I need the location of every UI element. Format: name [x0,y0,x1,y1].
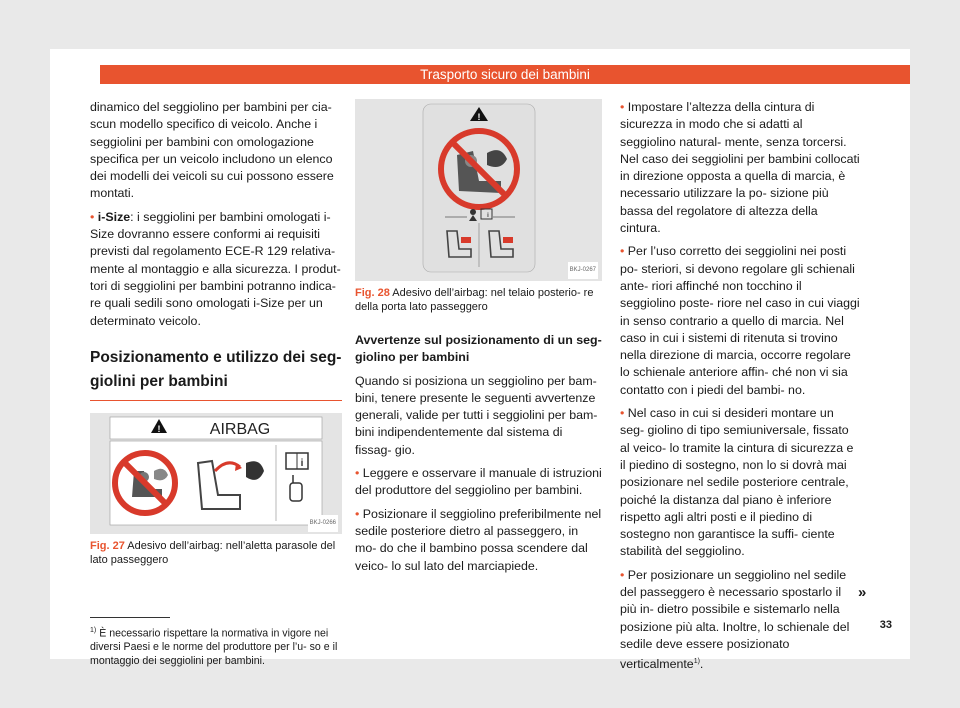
isize-item [90,209,342,330]
bullet-item [620,99,860,237]
bullet-text: Nel caso in cui si desideri montare un seg- giolino di tipo semiuniversale, fissato al veico- lo tramite la cintura di sicurezza e il piedino di sostegno, non lo si dovrà mai posizionare nel sedile posteriore centrale, poiché la distanza dal piano è inferiore rispetto agli altri posti e il piedino di sostegno non garantisce la suffi- ciente stabilità del seggiolino. [620,406,854,559]
bullet-item [355,465,602,500]
page-number: 33 [879,619,892,631]
bullet-text: Posizionare il seggiolino preferibilmente nel sedile posteriore dietro al passeggero, in mo- do che il bambino possa scendere dal veico- lo sul lato del marciapiede. [355,506,602,573]
column-3 [620,99,860,680]
svg-text:i: i [487,213,489,219]
bullet: • [620,406,625,421]
bullet: • [355,466,360,481]
caption-text: Adesivo dell’airbag: nel telaio posterio- re della porta lato passeggero [355,287,594,313]
chapter-header: Trasporto sicuro dei bambini [100,65,910,84]
figure-number: Fig. 28 [355,287,390,299]
footnote-marker: 1) [90,627,97,634]
figure-28 [355,99,602,281]
figure-code: BKJ-0267 [568,262,598,279]
isize-text: : i seggiolini per bambini omologati i- Size dovranno essere conformi ai requisiti previsti dal regolamento ECE-R 129 relativa- mente al montaggio e alla sicurezza. I produt- tori di seggiolini per bambini potranno indica- re quali sedili sono omologati i-Size per un determinato veicolo. [90,209,341,328]
column-1 [90,99,342,567]
section-title: Posizionamento e utilizzo dei seg- giolini per bambini [90,346,342,401]
bullet-text: Per l’uso corretto dei seggiolini nei posti po- steriori, si devono regolare gli schienali ante- riori affinché non tocchino il seggiolino poste- riore nel caso in cui viaggi in senso contrario a quello di marcia. Nel caso in cui i sistemi di ritenuta si trovino nella direzione di marcia, occorre regolare lo schienale anteriore affin- ché non vi sia contatto con i piedi del bambi- no. [620,244,860,397]
continue-mark: » [858,584,867,601]
bullet: • [355,506,360,521]
figure-number: Fig. 27 [90,539,125,552]
figure-code: BKJ-0266 [308,515,338,532]
bullet: • [620,567,625,582]
bullet-item [620,405,860,561]
warnings-paragraph: Quando si posiziona un seggiolino per bam- bini, tenere presente le seguenti avvertenze generali, valide per tutti i seggiolini per bam- bini indipendentemente dal sistema di fissag- gio. [355,373,598,457]
bullet-text: Impostare l’altezza della cintura di sicurezza in modo che si adatti al seggiolino natural- mente, senza torcersi. Nel caso dei seggiolini per bambini collocati in direzione opposta a quella di marcia, è necessario utilizzare la po- sizione più bassa del regolatore di altezza della cintura. [620,100,860,236]
footnote-ref: 1) [693,658,700,666]
svg-text:!: ! [157,423,161,434]
bullet-text: Leggere e osservare il manuale di istruzioni del produttore del seggiolino per bambini. [355,466,602,498]
column-2 [355,99,602,581]
bullet-item [620,243,860,399]
isize-label: i-Size [97,209,131,224]
airbag-sticker-sunvisor [90,413,342,534]
airbag-sticker-door [355,99,602,281]
bullet-text: Per posizionare un seggiolino nel sedile del passeggero è necessario spostarlo il più in- dietro possibile e sistemarlo nella posizione più alta. Inoltre, lo schienale del sedile deve essere posizionato verticalmente [620,567,850,672]
bullet: • [90,209,95,224]
bullet: • [620,100,625,114]
bullet: • [620,244,625,259]
caption-text: Adesivo dell’airbag: nell’aletta parasole del lato passeggero [90,539,336,566]
manual-page [50,49,910,672]
figure-27 [90,413,342,534]
warnings-heading: Avvertenze sul posizionamento di un seg- giolino per bambini [355,333,602,365]
bullet-item: • Per posizionare un seggiolino nel sedile del passeggero è necessario spostarlo il più in- dietro possibile e sistemarlo nella posizione più alta. Inoltre, lo schienale del sedile deve essere posizionato verticalmente$^{1)}$. [620,567,850,672]
footnote-text: È necessario rispettare la normativa in vigore nei diversi Paesi e le norme del produttore per l’u- so e il montaggio dei seggiolini per bambini. [90,627,338,668]
figure-28-caption [355,286,602,314]
intro-paragraph: dinamico del seggiolino per bambini per cia- scun modello specifico di veicolo. Anche i seggiolini per bambini con omologazione specifica per un veicolo includono un elenco dei modelli dei veicoli su cui possono essere montati. [90,100,334,201]
svg-text:i: i [300,457,304,469]
footnote-divider [90,617,170,618]
figure-27-caption [90,539,342,567]
footnote [90,624,340,669]
svg-text:!: ! [477,112,481,122]
bullet-item [355,506,602,575]
airbag-label: AIRBAG [209,420,271,438]
